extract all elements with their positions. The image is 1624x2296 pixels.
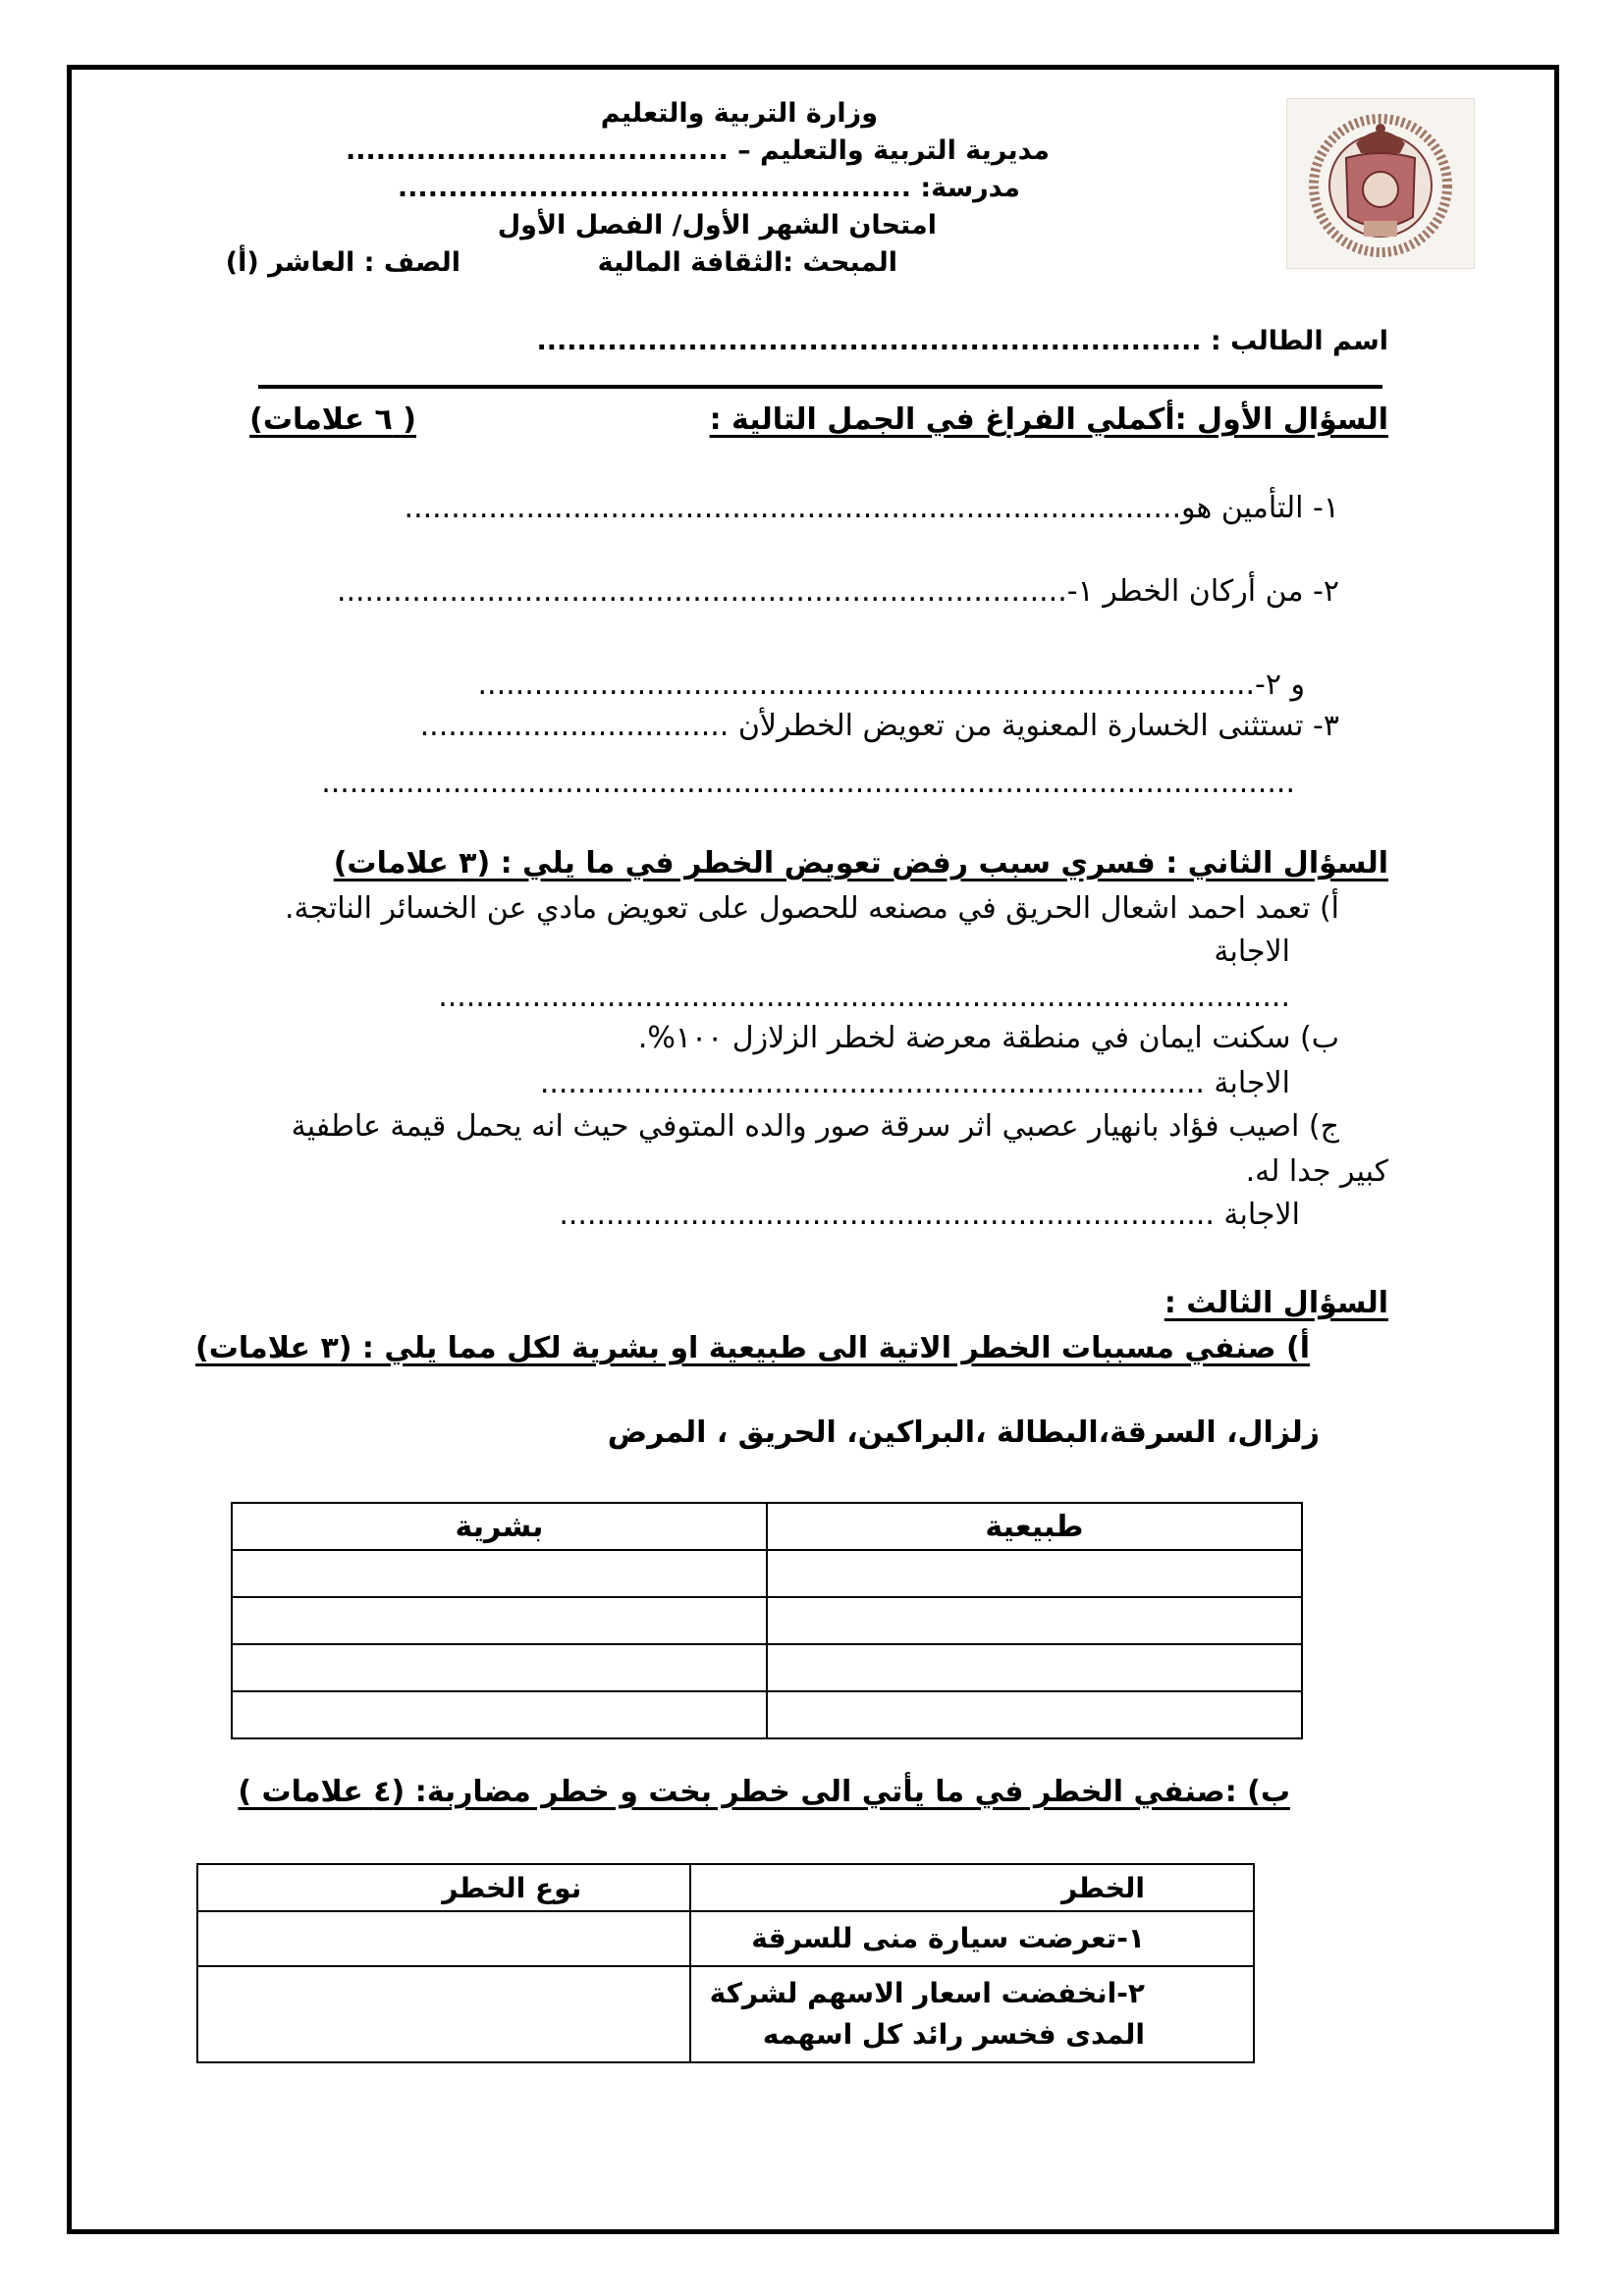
- risk-type-cell[interactable]: [197, 1966, 690, 2062]
- q2-item-a: أ) تعمد احمد اشعال الحريق في مصنعه للحصول على تعويض مادي عن الخسائر الناتجة.: [284, 891, 1339, 926]
- exam-title: امتحان الشهر الأول/ الفصل الأول: [497, 210, 937, 240]
- table-row: [232, 1644, 1302, 1691]
- natural-cell[interactable]: [767, 1644, 1302, 1691]
- human-cell[interactable]: [232, 1644, 767, 1691]
- header-divider: [258, 385, 1382, 389]
- q1-item3b: ........................................................................................................: [321, 766, 1295, 800]
- directorate-line: مديرية التربية والتعليم – ......................................: [345, 135, 1050, 166]
- q3a-title: أ) صنفي مسببات الخطر الاتية الى طبيعية او بشرية لكل مما يلي : (٣ علامات): [195, 1331, 1310, 1365]
- table-row: [232, 1691, 1302, 1738]
- col-human: بشرية: [232, 1503, 767, 1550]
- q1-item3: ٣- تستثنى الخسارة المعنوية من تعويض الخطرلأن .................................: [419, 709, 1339, 743]
- risk-type-cell[interactable]: [197, 1911, 690, 1966]
- table-row: [197, 1966, 1254, 2062]
- human-cell[interactable]: [232, 1691, 767, 1738]
- risk-cell: ٢-انخفضت اسعار الاسهم لشركة المدى فخسر رائد كل اسهمه: [690, 1966, 1254, 2062]
- q2-a-answer-label: الاجابة: [1214, 934, 1290, 969]
- q1-title: السؤال الأول :أكملي الفراغ في الجمل التالية :: [709, 402, 1388, 437]
- risk-type-table: [196, 1863, 1255, 2063]
- col-natural: طبيعية: [767, 1503, 1302, 1550]
- grade-line: الصف : العاشر (أ): [225, 247, 460, 278]
- human-cell[interactable]: [232, 1550, 767, 1597]
- human-cell[interactable]: [232, 1597, 767, 1644]
- q3a-list: زلزال، السرقة،البطالة ،البراكين، الحريق ، المرض: [607, 1415, 1320, 1450]
- school-line: مدرسة: ...................................................: [397, 173, 1020, 203]
- q1-item2b: و ٢-...................................................................................: [477, 667, 1305, 702]
- col-risk-type: نوع الخطر: [197, 1864, 690, 1911]
- classification-table: [231, 1502, 1303, 1739]
- col-risk: الخطر: [690, 1864, 1254, 1911]
- q2-title: السؤال الثاني : فسري سبب رفض تعويض الخطر في ما يلي : (٣ علامات): [333, 846, 1388, 881]
- natural-cell[interactable]: [767, 1597, 1302, 1644]
- risk-cell: ١-تعرضت سيارة منى للسرقة: [690, 1911, 1254, 1966]
- natural-cell[interactable]: [767, 1550, 1302, 1597]
- q2-item-c-line2: كبير جدا له.: [1245, 1154, 1388, 1189]
- q2-b-answer: الاجابة .......................................................................: [539, 1066, 1290, 1100]
- q3b-title: ب) :صنفي الخطر في ما يأتي الى خطر بخت و خطر مضاربة: (٤ علامات ): [238, 1775, 1290, 1809]
- table-row: [197, 1911, 1254, 1966]
- ministry-name: وزارة التربية والتعليم: [600, 98, 878, 129]
- q1-item2: ٢- من أركان الخطر ١-..............................................................................: [336, 574, 1339, 609]
- table-row: [232, 1597, 1302, 1644]
- q1-item1: ١- التأمين هو...................................................................................: [404, 491, 1339, 525]
- table-row: [232, 1550, 1302, 1597]
- q2-item-b: ب) سكنت ايمان في منطقة معرضة لخطر الزلازل ١٠٠%.: [637, 1021, 1339, 1055]
- q2-a-answer-dots: ...........................................................................................: [438, 980, 1290, 1014]
- ministry-emblem: [1286, 98, 1475, 269]
- student-name-field: اسم الطالب : ..................................................................: [536, 326, 1388, 356]
- natural-cell[interactable]: [767, 1691, 1302, 1738]
- q2-item-c-line1: ج) اصيب فؤاد بانهيار عصبي اثر سرقة صور والده المتوفي حيث انه يحمل قيمة عاطفية: [291, 1109, 1339, 1144]
- q1-marks: ( ٦ علامات): [249, 402, 416, 437]
- q3-title: السؤال الثالث :: [1164, 1286, 1388, 1320]
- subject-line: المبحث :الثقافة المالية: [597, 247, 897, 278]
- q2-c-answer: الاجابة ......................................................................: [559, 1198, 1300, 1232]
- crown-crest-icon: [1287, 99, 1474, 268]
